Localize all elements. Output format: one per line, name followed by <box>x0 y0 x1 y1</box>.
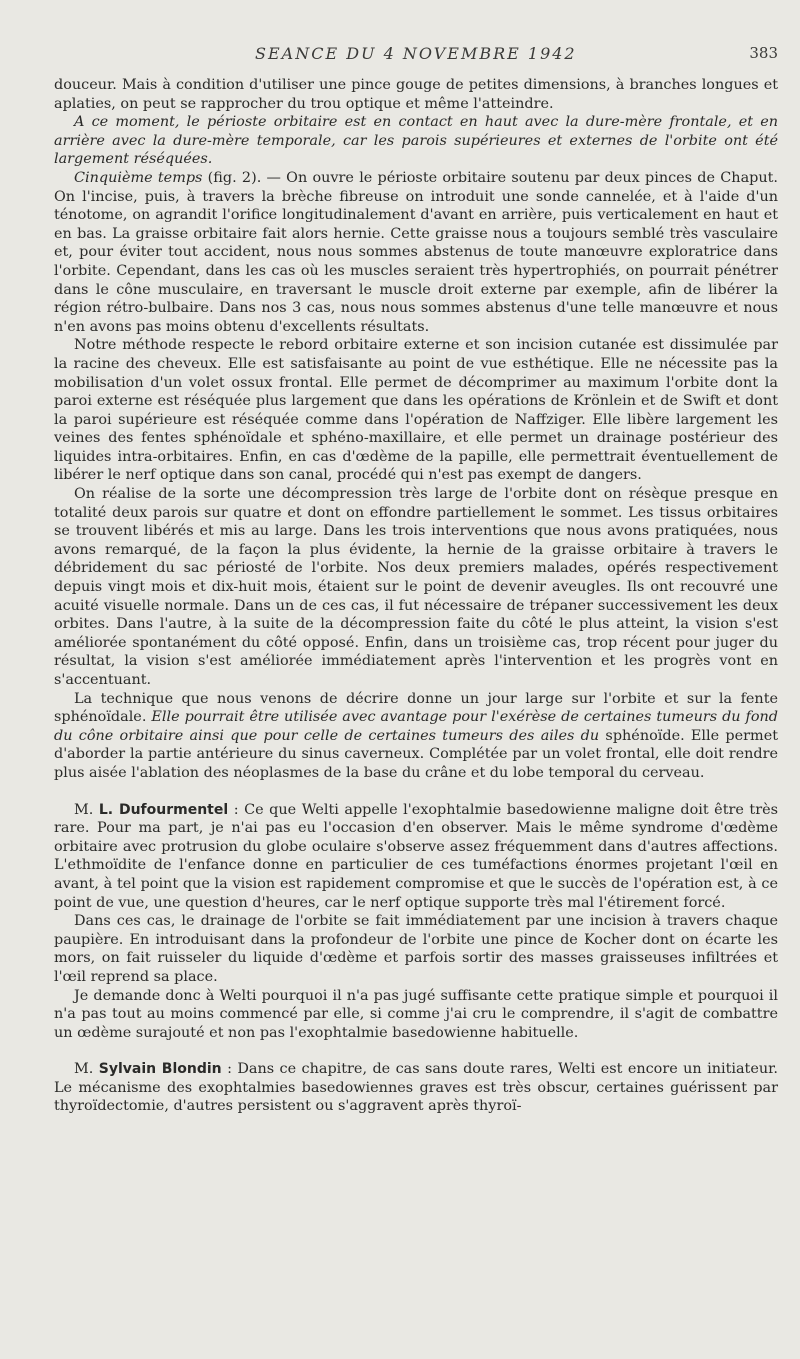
paragraph-4 <box>54 336 778 485</box>
paragraph-7 <box>54 801 778 913</box>
paragraph-6-text: La technique que nous venons de décrire donne un jour large sur l'orbite et sur la fente sphénoïdale. <box>54 690 778 726</box>
body-text <box>54 76 778 1116</box>
speaker-prefix: M. <box>74 801 99 818</box>
paragraph-9-text: Je demande donc à Welti pourquoi il n'a pas jugé suffisante cette pratique simple et pourquoi il n'a pas tout au moins commencé par elle, si comme j'ai cru le comprendre, il s'agit de combattre un œdème surajouté et non pas l'exophtalmie basedowienne habituelle. <box>54 987 778 1041</box>
paragraph-6 <box>54 690 778 783</box>
paragraph-10 <box>54 1060 778 1116</box>
paragraph-6-italic: Elle pourrait être utilisée avec avantage pour l'exérèse de certaines tumeurs du fond du cône orbitaire ainsi que pour celle de certaines tumeurs des ailes du <box>54 709 778 744</box>
paragraph-4-text: Notre méthode respecte le rebord orbitaire externe et son incision cutanée est dissimulée par la racine des cheveux. Elle est satisfaisante au point de vue esthétique. Elle ne nécessite pas la mobilisation d'un volet ossux frontal. Elle permet de décomprimer au maximum l'orbite dont la paroi externe est réséquée plus largement que dans les opérations de Krönlein et de Swift et dont la paroi supérieure est réséquée comme dans l'opération de Naffziger. Elle libère largement les veines des fentes sphénoïdale et sphéno-maxillaire, et elle permet un drainage postérieur des liquides intra-orbitaires. Enfin, en cas d'œdème de la papille, elle permettrait éventuellement de libérer le nerf optique dans son canal, procédé qui n'est pas exempt de dangers. <box>54 337 778 484</box>
speaker-name: L. Dufourmentel <box>98 801 229 818</box>
running-head: SEANCE DU 4 NOVEMBRE 1942 <box>255 44 577 63</box>
paragraph-1 <box>54 76 778 113</box>
paragraph-10-text: : Dans ce chapitre, de cas sans doute rares, Welti est encore un initiateur. Le mécanisme des exophtalmies basedowiennes graves est très obscur, certaines guérissent par thyroïdectomie, d'autres persistent ou s'aggravent après thyroï- <box>54 1061 778 1115</box>
paragraph-1-text: douceur. Mais à condition d'utiliser une pince gouge de petites dimensions, à branches longues et aplaties, on peut se rapprocher du trou optique et même l'atteindre. <box>54 77 778 112</box>
paragraph-5 <box>54 485 778 690</box>
paragraph-3-text: (fig. 2). — On ouvre le périoste orbitaire soutenu par deux pinces de Chaput. On l'incise, puis, à travers la brèche fibreuse on introduit une sonde cannelée, et à l'aide d'un ténotome, on agrandit l'orifice longitudinalement d'avant en arrière, puis verticalement en haut et en bas. La graisse orbitaire fait alors hernie. Cette graisse nous a toujours semblé très vasculaire et, pour éviter tout accident, nous nous sommes abstenus de toute manœuvre exploratrice dans l'orbite. Cependant, dans les cas où les muscles seraient très hypertrophiés, on pourrait pénétrer dans le cône musculaire, en traversant le muscle droit externe par exemple, afin de libérer la région rétro-bulbaire. Dans nos 3 cas, nous nous sommes abstenus d'une telle manœuvre et nous n'en avons pas moins obtenu d'excellents résultats. <box>54 169 778 335</box>
paragraph-7-text: : Ce que Welti appelle l'exophtalmie basedowienne maligne doit être très rare. Pour ma part, je n'ai pas eu l'occasion d'en observer. Mais le même syndrome d'œdème orbitaire avec protrusion du globe oculaire s'observe assez fréquemment dans d'autres affections. L'ethmoïdite de l'enfance donne en particulier de ces tuméfactions énormes projetant l'œil en avant, à tel point que la vision est rapidement compromise et que le succès de l'opération est, à ce point de vue, une question d'heures, car le nerf optique supporte très mal l'étirement forcé. <box>54 801 778 911</box>
page-number: 383 <box>749 44 778 62</box>
paragraph-2-italic: A ce moment, le périoste orbitaire est en contact en haut avec la dure-mère frontale, et en arrière avec la dure-mère temporale, car les parois supérieures et externes de l'orbite ont été largement réséquées. <box>54 114 778 168</box>
speaker-name: Sylvain Blondin <box>98 1061 222 1078</box>
speaker-prefix: M. <box>74 1061 99 1078</box>
paragraph-9 <box>54 987 778 1043</box>
paragraph-6-tail: sphénoïde. Elle permet d'aborder la partie antérieure du sinus caverneux. Complétée par un volet frontal, elle doit rendre plus aisée l'ablation des néoplasmes de la base du crâne et du lobe temporal du cerveau. <box>54 727 778 781</box>
paragraph-5-text: On réalise de la sorte une décompression très large de l'orbite dont on résèque presque en totalité deux parois sur quatre et dont on effondre partiellement le sommet. Les tissus orbitaires se trouvent libérés et mis au large. Dans les trois interventions que nous avons pratiquées, nous avons remarqué, de la façon la plus évidente, la hernie de la graisse orbitaire à travers le débridement du sac périosté de l'orbite. Nos deux premiers malades, opérés respectivement depuis vingt mois et dix-huit mois, étaient sur le point de devenir aveugles. Ils ont recouvré une acuité visuelle normale. Dans un de ces cas, il fut nécessaire de trépaner successivement les deux orbites. Dans l'autre, à la suite de la décompression faite du côté le plus atteint, la vision s'est améliorée spontanément du côté opposé. Enfin, dans un troisième cas, trop récent pour juger du résultat, la vision s'est améliorée immédiatement après l'intervention et les progrès vont en s'accentuant. <box>54 486 778 688</box>
paragraph-3 <box>54 169 778 336</box>
paragraph-8-text: Dans ces cas, le drainage de l'orbite se fait immédiatement par une incision à travers chaque paupière. En introduisant dans la profondeur de l'orbite une pince de Kocher dont on écarte les mors, on fait ruisseler du liquide d'œdème et parfois sortir des masses graisseuses infiltrées et l'œil reprend sa place. <box>54 913 778 985</box>
paragraph-3-lead: Cinquième temps <box>74 169 203 186</box>
paragraph-2 <box>54 113 778 169</box>
paragraph-8 <box>54 912 778 986</box>
